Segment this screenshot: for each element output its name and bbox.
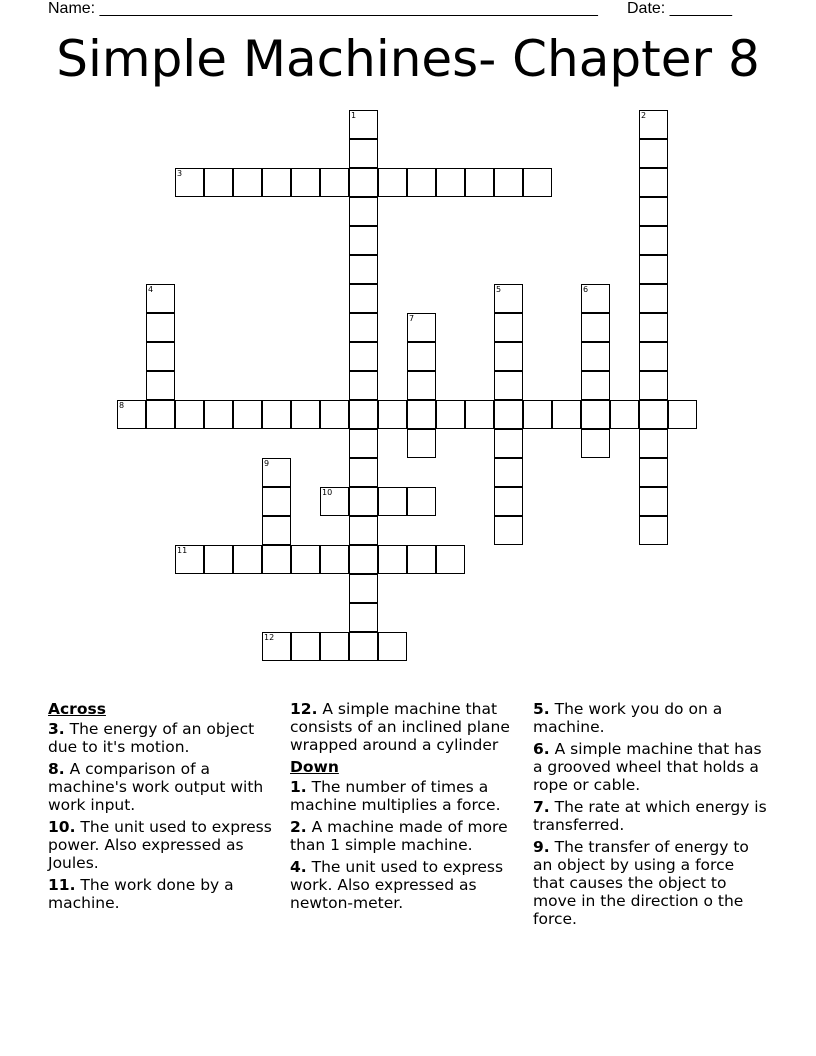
crossword-cell[interactable] bbox=[349, 139, 378, 168]
crossword-cell[interactable] bbox=[146, 400, 175, 429]
crossword-cell[interactable] bbox=[407, 342, 436, 371]
crossword-cell[interactable] bbox=[204, 545, 233, 574]
crossword-cell[interactable] bbox=[291, 400, 320, 429]
crossword-cell[interactable] bbox=[639, 139, 668, 168]
crossword-cell[interactable] bbox=[494, 342, 523, 371]
name-field: Name: ________________________________________________________ bbox=[48, 0, 598, 17]
cell-number: 11 bbox=[177, 546, 188, 555]
crossword-cell[interactable] bbox=[494, 313, 523, 342]
clue-number: 12. bbox=[290, 700, 318, 718]
crossword-cell[interactable] bbox=[581, 313, 610, 342]
crossword-cell[interactable] bbox=[436, 400, 465, 429]
across-heading: Across bbox=[48, 700, 106, 718]
crossword-cell[interactable] bbox=[639, 284, 668, 313]
crossword-cell[interactable] bbox=[262, 545, 291, 574]
clue-down-2 bbox=[290, 818, 526, 854]
crossword-cell[interactable] bbox=[204, 168, 233, 197]
crossword-cell[interactable] bbox=[494, 400, 523, 429]
crossword-cell[interactable] bbox=[494, 429, 523, 458]
crossword-cell[interactable] bbox=[523, 168, 552, 197]
crossword-cell[interactable] bbox=[320, 632, 349, 661]
crossword-cell[interactable] bbox=[349, 226, 378, 255]
cell-number: 9 bbox=[264, 459, 270, 468]
crossword-cell[interactable] bbox=[146, 371, 175, 400]
crossword-cell[interactable] bbox=[291, 632, 320, 661]
crossword-cell[interactable] bbox=[349, 313, 378, 342]
clue-down-4 bbox=[290, 858, 526, 912]
cell-number: 8 bbox=[119, 401, 125, 410]
crossword-cell[interactable] bbox=[494, 487, 523, 516]
crossword-cell[interactable] bbox=[581, 371, 610, 400]
date-field: Date: _______ bbox=[627, 0, 732, 17]
clue-number: 10. bbox=[48, 818, 76, 836]
crossword-cell[interactable] bbox=[175, 545, 204, 574]
clue-down-9 bbox=[533, 838, 769, 928]
crossword-cell[interactable] bbox=[349, 255, 378, 284]
crossword-cell[interactable] bbox=[668, 400, 697, 429]
crossword-cell[interactable] bbox=[349, 168, 378, 197]
crossword-cell[interactable] bbox=[378, 632, 407, 661]
clue-across-12 bbox=[290, 700, 526, 754]
crossword-cell[interactable] bbox=[639, 110, 668, 139]
crossword-cell[interactable] bbox=[639, 458, 668, 487]
crossword-cell[interactable] bbox=[407, 371, 436, 400]
crossword-cell[interactable] bbox=[407, 400, 436, 429]
clue-number: 6. bbox=[533, 740, 550, 758]
crossword-cell[interactable] bbox=[233, 545, 262, 574]
clue-number: 5. bbox=[533, 700, 550, 718]
clue-across-3 bbox=[48, 720, 284, 756]
crossword-cell[interactable] bbox=[581, 429, 610, 458]
clue-text: The rate at which energy is transferred. bbox=[533, 798, 767, 834]
crossword-cell[interactable] bbox=[262, 632, 291, 661]
clue-across-8 bbox=[48, 760, 284, 814]
crossword-cell[interactable] bbox=[581, 342, 610, 371]
crossword-cell[interactable] bbox=[465, 400, 494, 429]
clue-text: A simple machine that consists of an inclined plane wrapped around a cylinder bbox=[290, 700, 510, 754]
crossword-cell[interactable] bbox=[639, 429, 668, 458]
cell-number: 12 bbox=[264, 633, 275, 642]
crossword-cell[interactable] bbox=[639, 371, 668, 400]
crossword-cell[interactable] bbox=[610, 400, 639, 429]
clue-text: The transfer of energy to an object by using a force that causes the object to move in the direction o the force. bbox=[533, 838, 749, 928]
clue-down-1 bbox=[290, 778, 526, 814]
crossword-cell[interactable] bbox=[378, 545, 407, 574]
crossword-cell[interactable] bbox=[639, 255, 668, 284]
crossword-cell[interactable] bbox=[349, 110, 378, 139]
crossword-cell[interactable] bbox=[320, 400, 349, 429]
clue-down-6 bbox=[533, 740, 769, 794]
clue-text: The work you do on a machine. bbox=[533, 700, 723, 736]
crossword-cell[interactable] bbox=[407, 168, 436, 197]
crossword-cell[interactable] bbox=[349, 545, 378, 574]
clue-down-7 bbox=[533, 798, 769, 834]
cell-number: 4 bbox=[148, 285, 154, 294]
clue-text: The unit used to express work. Also expressed as newton-meter. bbox=[290, 858, 504, 912]
crossword-cell[interactable] bbox=[146, 313, 175, 342]
clue-number: 9. bbox=[533, 838, 550, 856]
crossword-cell[interactable] bbox=[349, 400, 378, 429]
clue-number: 11. bbox=[48, 876, 76, 894]
crossword-cell[interactable] bbox=[349, 342, 378, 371]
crossword-cell[interactable] bbox=[378, 168, 407, 197]
clue-column-3 bbox=[533, 700, 769, 932]
crossword-cell[interactable] bbox=[523, 400, 552, 429]
clue-number: 3. bbox=[48, 720, 65, 738]
cell-number: 5 bbox=[496, 285, 502, 294]
crossword-cell[interactable] bbox=[407, 487, 436, 516]
clue-text: A comparison of a machine's work output with work input. bbox=[48, 760, 264, 814]
crossword-cell[interactable] bbox=[407, 545, 436, 574]
crossword-cell[interactable] bbox=[436, 168, 465, 197]
crossword-cell[interactable] bbox=[639, 168, 668, 197]
crossword-cell[interactable] bbox=[349, 487, 378, 516]
crossword-cell[interactable] bbox=[494, 371, 523, 400]
clue-text: A machine made of more than 1 simple machine. bbox=[290, 818, 508, 854]
clue-number: 1. bbox=[290, 778, 307, 796]
crossword-cell[interactable] bbox=[349, 458, 378, 487]
crossword-cell[interactable] bbox=[291, 168, 320, 197]
crossword-cell[interactable] bbox=[349, 371, 378, 400]
crossword-cell[interactable] bbox=[639, 487, 668, 516]
crossword-cell[interactable] bbox=[581, 400, 610, 429]
crossword-cell[interactable] bbox=[349, 429, 378, 458]
crossword-cell[interactable] bbox=[378, 487, 407, 516]
crossword-cell[interactable] bbox=[407, 313, 436, 342]
clue-across-11 bbox=[48, 876, 284, 912]
cell-number: 7 bbox=[409, 314, 415, 323]
crossword-cell[interactable] bbox=[639, 516, 668, 545]
crossword-cell[interactable] bbox=[494, 284, 523, 313]
crossword-cell[interactable] bbox=[233, 400, 262, 429]
crossword-cell[interactable] bbox=[349, 632, 378, 661]
crossword-cell[interactable] bbox=[349, 574, 378, 603]
crossword-cell[interactable] bbox=[175, 400, 204, 429]
crossword-cell[interactable] bbox=[581, 284, 610, 313]
crossword-cell[interactable] bbox=[639, 342, 668, 371]
crossword-cell[interactable] bbox=[494, 516, 523, 545]
crossword-cell[interactable] bbox=[552, 400, 581, 429]
crossword-cell[interactable] bbox=[349, 284, 378, 313]
crossword-cell[interactable] bbox=[175, 168, 204, 197]
cell-number: 1 bbox=[351, 111, 357, 120]
clue-across-10 bbox=[48, 818, 284, 872]
crossword-cell[interactable] bbox=[465, 168, 494, 197]
crossword-cell[interactable] bbox=[320, 545, 349, 574]
clue-number: 7. bbox=[533, 798, 550, 816]
crossword-cell[interactable] bbox=[262, 487, 291, 516]
crossword-cell[interactable] bbox=[349, 603, 378, 632]
crossword-cell[interactable] bbox=[436, 545, 465, 574]
crossword-cell[interactable] bbox=[146, 342, 175, 371]
crossword-cell[interactable] bbox=[262, 516, 291, 545]
crossword-cell[interactable] bbox=[262, 458, 291, 487]
clue-number: 2. bbox=[290, 818, 307, 836]
crossword-cell[interactable] bbox=[407, 429, 436, 458]
clue-number: 8. bbox=[48, 760, 65, 778]
crossword-cell[interactable] bbox=[233, 168, 262, 197]
cell-number: 10 bbox=[322, 488, 333, 497]
clue-number: 4. bbox=[290, 858, 307, 876]
cell-number: 2 bbox=[641, 111, 647, 120]
clue-column-2 bbox=[290, 700, 526, 916]
crossword-cell[interactable] bbox=[117, 400, 146, 429]
clue-text: A simple machine that has a grooved wheel that holds a rope or cable. bbox=[533, 740, 762, 794]
cell-number: 3 bbox=[177, 169, 183, 178]
clue-text: The energy of an object due to it's motion. bbox=[48, 720, 255, 756]
crossword-cell[interactable] bbox=[146, 284, 175, 313]
crossword-cell[interactable] bbox=[639, 400, 668, 429]
clue-down-5 bbox=[533, 700, 769, 736]
crossword-cell[interactable] bbox=[494, 168, 523, 197]
crossword-cell[interactable] bbox=[639, 313, 668, 342]
crossword-cell[interactable] bbox=[378, 400, 407, 429]
crossword-cell[interactable] bbox=[494, 458, 523, 487]
crossword-cell[interactable] bbox=[291, 545, 320, 574]
crossword-cell[interactable] bbox=[639, 197, 668, 226]
crossword-cell[interactable] bbox=[204, 400, 233, 429]
clue-column-1 bbox=[48, 700, 284, 916]
crossword-cell[interactable] bbox=[262, 400, 291, 429]
clue-text: The work done by a machine. bbox=[48, 876, 234, 912]
cell-number: 6 bbox=[583, 285, 589, 294]
crossword-cell[interactable] bbox=[349, 516, 378, 545]
crossword-cell[interactable] bbox=[349, 197, 378, 226]
down-heading: Down bbox=[290, 758, 339, 776]
crossword-cell[interactable] bbox=[320, 168, 349, 197]
crossword-cell[interactable] bbox=[320, 487, 349, 516]
crossword-cell[interactable] bbox=[639, 226, 668, 255]
page-title: Simple Machines- Chapter 8 bbox=[56, 30, 760, 88]
clue-text: The unit used to express power. Also expressed as Joules. bbox=[48, 818, 272, 872]
clue-text: The number of times a machine multiplies a force. bbox=[290, 778, 501, 814]
crossword-cell[interactable] bbox=[262, 168, 291, 197]
